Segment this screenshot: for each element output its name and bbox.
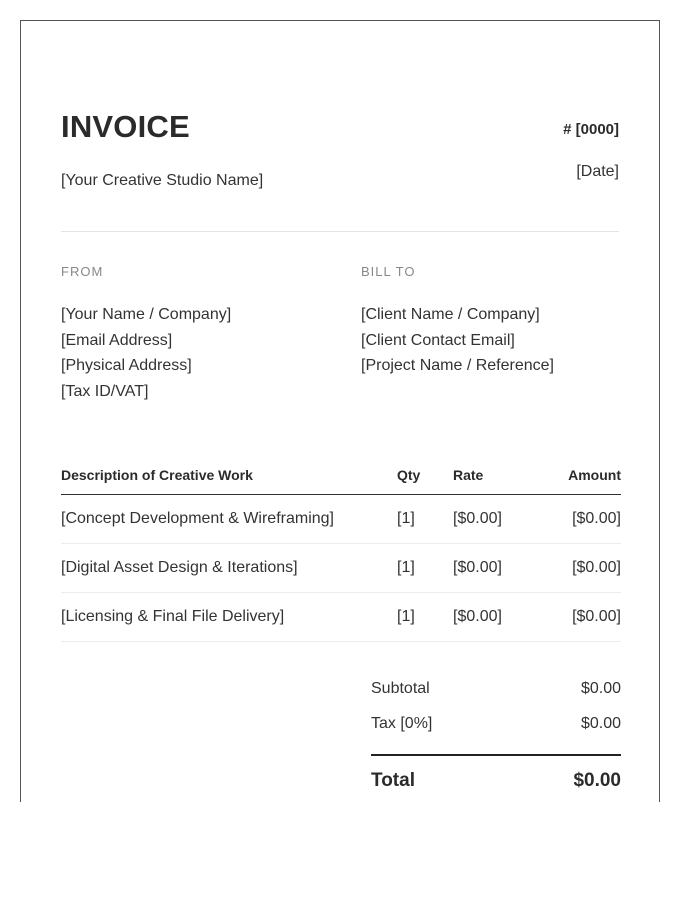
from-section: [61, 264, 341, 404]
total-divider: [371, 754, 621, 756]
table-row: [61, 593, 621, 642]
item-qty: [1]: [397, 544, 453, 593]
item-qty: [1]: [397, 495, 453, 544]
project-reference: [Project Name / Reference]: [361, 357, 554, 374]
bill-to-label: BILL TO: [361, 264, 416, 279]
from-label: FROM: [61, 264, 104, 279]
studio-name: [Your Creative Studio Name]: [61, 172, 264, 189]
from-tax-id: [Tax ID/VAT]: [61, 382, 149, 400]
invoice-sheet: [20, 20, 660, 802]
item-description: [Digital Asset Design & Iterations]: [61, 544, 397, 593]
item-rate: [$0.00]: [453, 495, 533, 544]
item-rate: [$0.00]: [453, 544, 533, 593]
item-rate: [$0.00]: [453, 593, 533, 642]
header-rate: Rate: [453, 466, 533, 495]
header-amount: Amount: [533, 466, 621, 495]
from-name: [Your Name / Company]: [61, 306, 232, 323]
item-amount: [$0.00]: [533, 593, 621, 642]
item-amount: [$0.00]: [533, 495, 621, 544]
tax-row: [371, 706, 621, 741]
tax-value: $0.00: [580, 714, 621, 732]
tax-label: Tax [0%]: [371, 714, 433, 732]
table-row: [61, 544, 621, 593]
item-qty: [1]: [397, 593, 453, 642]
line-items-table: [61, 466, 621, 642]
invoice-number: # [0000]: [563, 121, 619, 138]
total-label: Total: [371, 770, 415, 791]
client-name: [Client Name / Company]: [361, 306, 540, 323]
bill-to-section: [361, 264, 641, 379]
totals-section: [371, 671, 621, 792]
item-description: [Concept Development & Wireframing]: [61, 495, 397, 544]
header-divider: [61, 231, 619, 232]
header-qty: Qty: [397, 466, 453, 495]
item-description: [Licensing & Final File Delivery]: [61, 593, 397, 642]
subtotal-label: Subtotal: [371, 679, 430, 697]
subtotal-row: [371, 671, 621, 706]
table-header-row: [61, 466, 621, 495]
subtotal-value: $0.00: [580, 679, 621, 697]
from-address: [Physical Address]: [61, 357, 192, 374]
invoice-date: [Date]: [576, 163, 619, 180]
total-row: [371, 770, 621, 792]
invoice-title: INVOICE: [61, 109, 190, 144]
from-email: [Email Address]: [61, 331, 173, 349]
table-row: [61, 495, 621, 544]
total-value: $0.00: [573, 770, 621, 791]
client-email: [Client Contact Email]: [361, 331, 515, 349]
header-description: Description of Creative Work: [61, 466, 397, 495]
item-amount: [$0.00]: [533, 544, 621, 593]
